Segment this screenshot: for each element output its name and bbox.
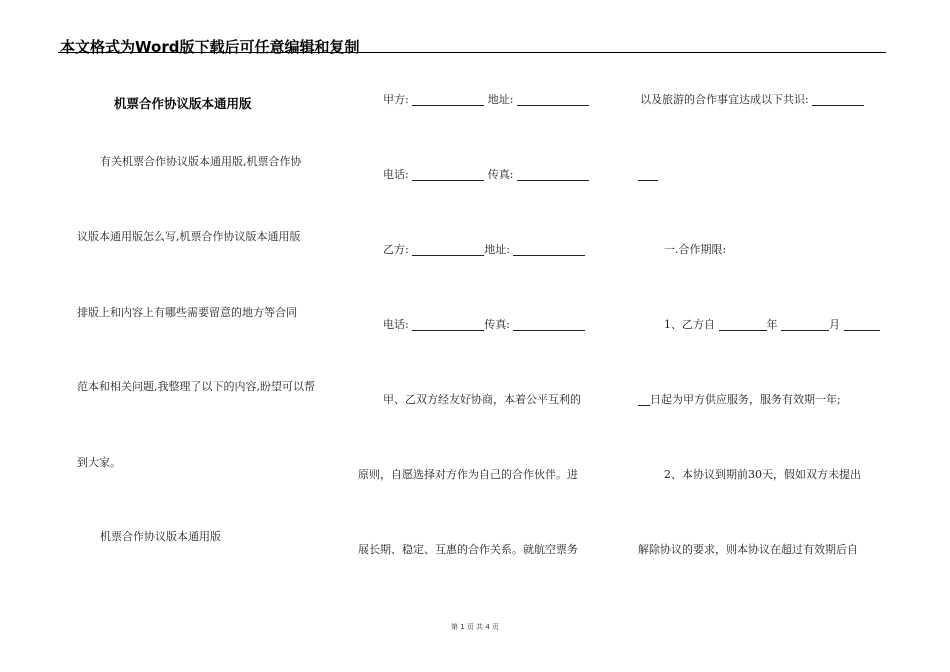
continuation-blank [638,169,658,181]
intro-line-1: 有关机票合作协议版本通用版,机票合作协 [100,155,302,168]
intro-line-4: 范本和相关问题,我整理了以下的内容,盼望可以帮 [77,380,315,393]
consensus-text: 以及旅游的合作事宜达成以下共识: [640,93,809,106]
consensus-blank [812,94,864,106]
address-b-blank [513,244,585,256]
fax-b-blank [513,319,585,331]
column-2 [355,0,605,672]
item-1-prefix: 1、乙方自 [664,318,715,331]
phone-b-row [383,318,585,331]
phone-label: 电话: [383,168,409,181]
address-a-blank [517,94,589,106]
agreement-para-line-2: 原则，自愿选择对方作为自己的合作伙伴。进 [358,468,578,481]
fax-label: 传真: [487,168,514,181]
column-3 [636,0,891,672]
cooperation-period-heading: 一.合作期限: [664,243,727,256]
section-heading: 机票合作协议版本通用版 [100,530,221,543]
month-label: 月 [829,318,840,331]
document-title: 机票合作协议版本通用版 [114,96,252,111]
party-b-blank [412,244,484,256]
item-1-cont-text: 日起为甲方供应服务，服务有效期一年; [650,393,841,406]
item-2-continuation: 解除协议的要求，则本协议在超过有效期后自 [638,543,858,556]
phone-a-blank [412,169,484,181]
consensus-line [640,93,864,106]
phone-a-row [383,168,589,181]
party-b-label: 乙方: [383,243,409,256]
intro-line-3: 排版上和内容上有哪些需要留意的地方等合同 [77,306,297,319]
page-footer: 第 1 页 共 4 页 [450,623,500,631]
party-a-blank [412,94,484,106]
year-blank [719,319,767,331]
intro-line-5: 到大家。 [77,456,121,469]
phone-b-blank [412,319,484,331]
fax-a-blank [517,169,589,181]
item-1-row [664,318,880,331]
item-1-continuation [638,393,841,406]
address-label: 地址: [487,93,514,106]
day-blank [844,319,880,331]
phone-b-label: 电话: [383,318,409,331]
party-b-row [383,243,585,256]
year-label: 年 [766,318,778,331]
day-continuation-blank [638,394,650,406]
agreement-para-line-1: 甲、乙双方经友好协商，本着公平互利的 [383,393,581,406]
consensus-continuation [638,168,658,181]
document-header-title: 本文格式为Word版下载后可任意编辑和复制 [60,38,360,56]
address-b-label: 地址: [484,243,510,256]
agreement-para-line-3: 展长期、稳定、互惠的合作关系。就航空票务 [358,543,578,556]
month-blank [781,319,829,331]
column-1 [70,0,330,672]
party-a-row [383,93,589,106]
item-2-line: 2、本协议到期前30天，假如双方未提出 [664,468,861,481]
intro-line-2: 议版本通用版怎么写,机票合作协议版本通用版 [77,230,301,243]
fax-b-label: 传真: [484,318,510,331]
party-a-label: 甲方: [383,93,409,106]
